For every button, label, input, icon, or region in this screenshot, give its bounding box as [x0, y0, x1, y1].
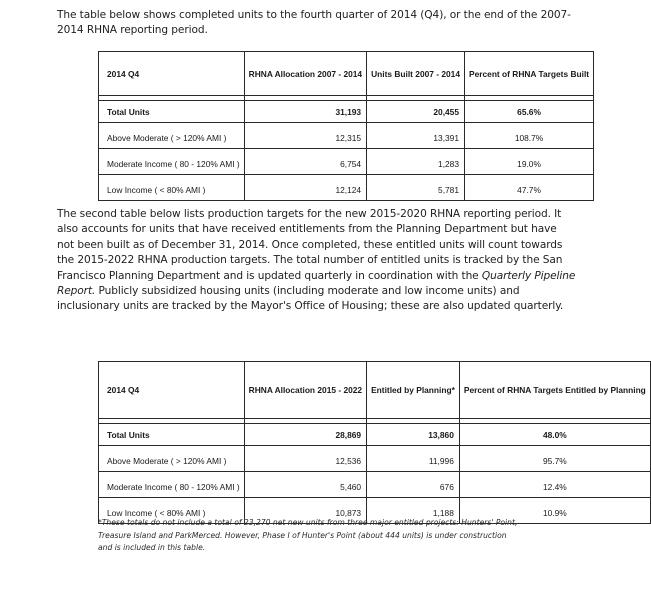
- allocation-cell: 6,754: [244, 153, 366, 175]
- intro-paragraph: The table below shows completed units to the fourth quarter of 2014 (Q4), or the end of the 2007-2014 RHNA reporting period.: [57, 9, 571, 37]
- entitled-header: Entitled by Planning*: [366, 361, 459, 419]
- paragraph-text: Publicly subsidized housing units (including moderate and low income units) and inclusionary units are tracked by the Mayor's Office of Housing; these are also updated quarterly.: [57, 285, 564, 313]
- built-cell: 5,781: [366, 179, 464, 201]
- row-label: Low Income ( < 80% AMI ): [98, 502, 244, 524]
- paragraph-text: The second table below lists production targets for the new 2015-2020 RHNA reporting period. It also accounts for units that have received entitlements from the Planning Department but have not been built as of December 31, 2014. Once completed, these entitled units will count towards the 2015-2022 RHNA production targets. The total number of entitled units is tracked by the San Francisco Planning Department and is updated quarterly in coordination with the: [57, 208, 563, 282]
- allocation-cell: 12,124: [244, 179, 366, 201]
- percent-cell: 12.4%: [459, 476, 651, 498]
- allocation-cell: 5,460: [244, 476, 366, 498]
- allocation-cell: 28,869: [244, 423, 366, 446]
- row-label: Low Income ( < 80% AMI ): [98, 179, 244, 201]
- units-built-header: Units Built 2007 - 2014: [366, 51, 464, 96]
- allocation-cell: 12,315: [244, 127, 366, 149]
- entitled-cell: 1,188: [366, 502, 459, 524]
- row-label: Total Units: [98, 423, 244, 446]
- row-label: Total Units: [98, 100, 244, 123]
- table-row: [98, 127, 594, 149]
- table-header-row: [98, 361, 651, 419]
- percent-built-header: Percent of RHNA Targets Built: [464, 51, 594, 96]
- rhna-2015-2022-table: [98, 361, 651, 524]
- entitled-cell: 11,996: [366, 450, 459, 472]
- built-cell: 13,391: [366, 127, 464, 149]
- entitled-cell: 676: [366, 476, 459, 498]
- percent-cell: 10.9%: [459, 502, 651, 524]
- period-header: 2014 Q4: [98, 51, 244, 96]
- percent-cell: 47.7%: [464, 179, 594, 201]
- row-label: Moderate Income ( 80 - 120% AMI ): [98, 153, 244, 175]
- row-label: Above Moderate ( > 120% AMI ): [98, 450, 244, 472]
- table-row: [98, 476, 651, 498]
- percent-cell: 108.7%: [464, 127, 594, 149]
- allocation-cell: 12,536: [244, 450, 366, 472]
- allocation-cell: 31,193: [244, 100, 366, 123]
- table-row: [98, 100, 594, 123]
- built-cell: 20,455: [366, 100, 464, 123]
- footnote: *These totals do not include a total of 23,270 net new units from three major entitled projects: Hunters' Point, Treasure Island and ParkMerced. However, Phase I of Hunter's Point (about 444 units) is under construction and is included in this table.: [98, 518, 518, 553]
- percent-cell: 48.0%: [459, 423, 651, 446]
- period-header: 2014 Q4: [98, 361, 244, 419]
- row-label: Moderate Income ( 80 - 120% AMI ): [98, 476, 244, 498]
- rhna-2007-2014-table: [98, 51, 594, 201]
- row-label: Above Moderate ( > 120% AMI ): [98, 127, 244, 149]
- second-paragraph: [57, 207, 577, 315]
- entitled-cell: 13,860: [366, 423, 459, 446]
- rhna-allocation-header: RHNA Allocation 2015 - 2022: [244, 361, 366, 419]
- rhna-allocation-header: RHNA Allocation 2007 - 2014: [244, 51, 366, 96]
- pipeline-report-title: Quarterly Pipeline Report.: [57, 269, 576, 298]
- percent-cell: 19.0%: [464, 153, 594, 175]
- table-row: [98, 179, 594, 201]
- table-row: [98, 153, 594, 175]
- table-row: [98, 423, 651, 446]
- percent-entitled-header: Percent of RHNA Targets Entitled by Planning: [459, 361, 651, 419]
- percent-cell: 65.6%: [464, 100, 594, 123]
- allocation-cell: 10,873: [244, 502, 366, 524]
- built-cell: 1,283: [366, 153, 464, 175]
- table-header-row: [98, 51, 594, 96]
- percent-cell: 95.7%: [459, 450, 651, 472]
- table-row: [98, 450, 651, 472]
